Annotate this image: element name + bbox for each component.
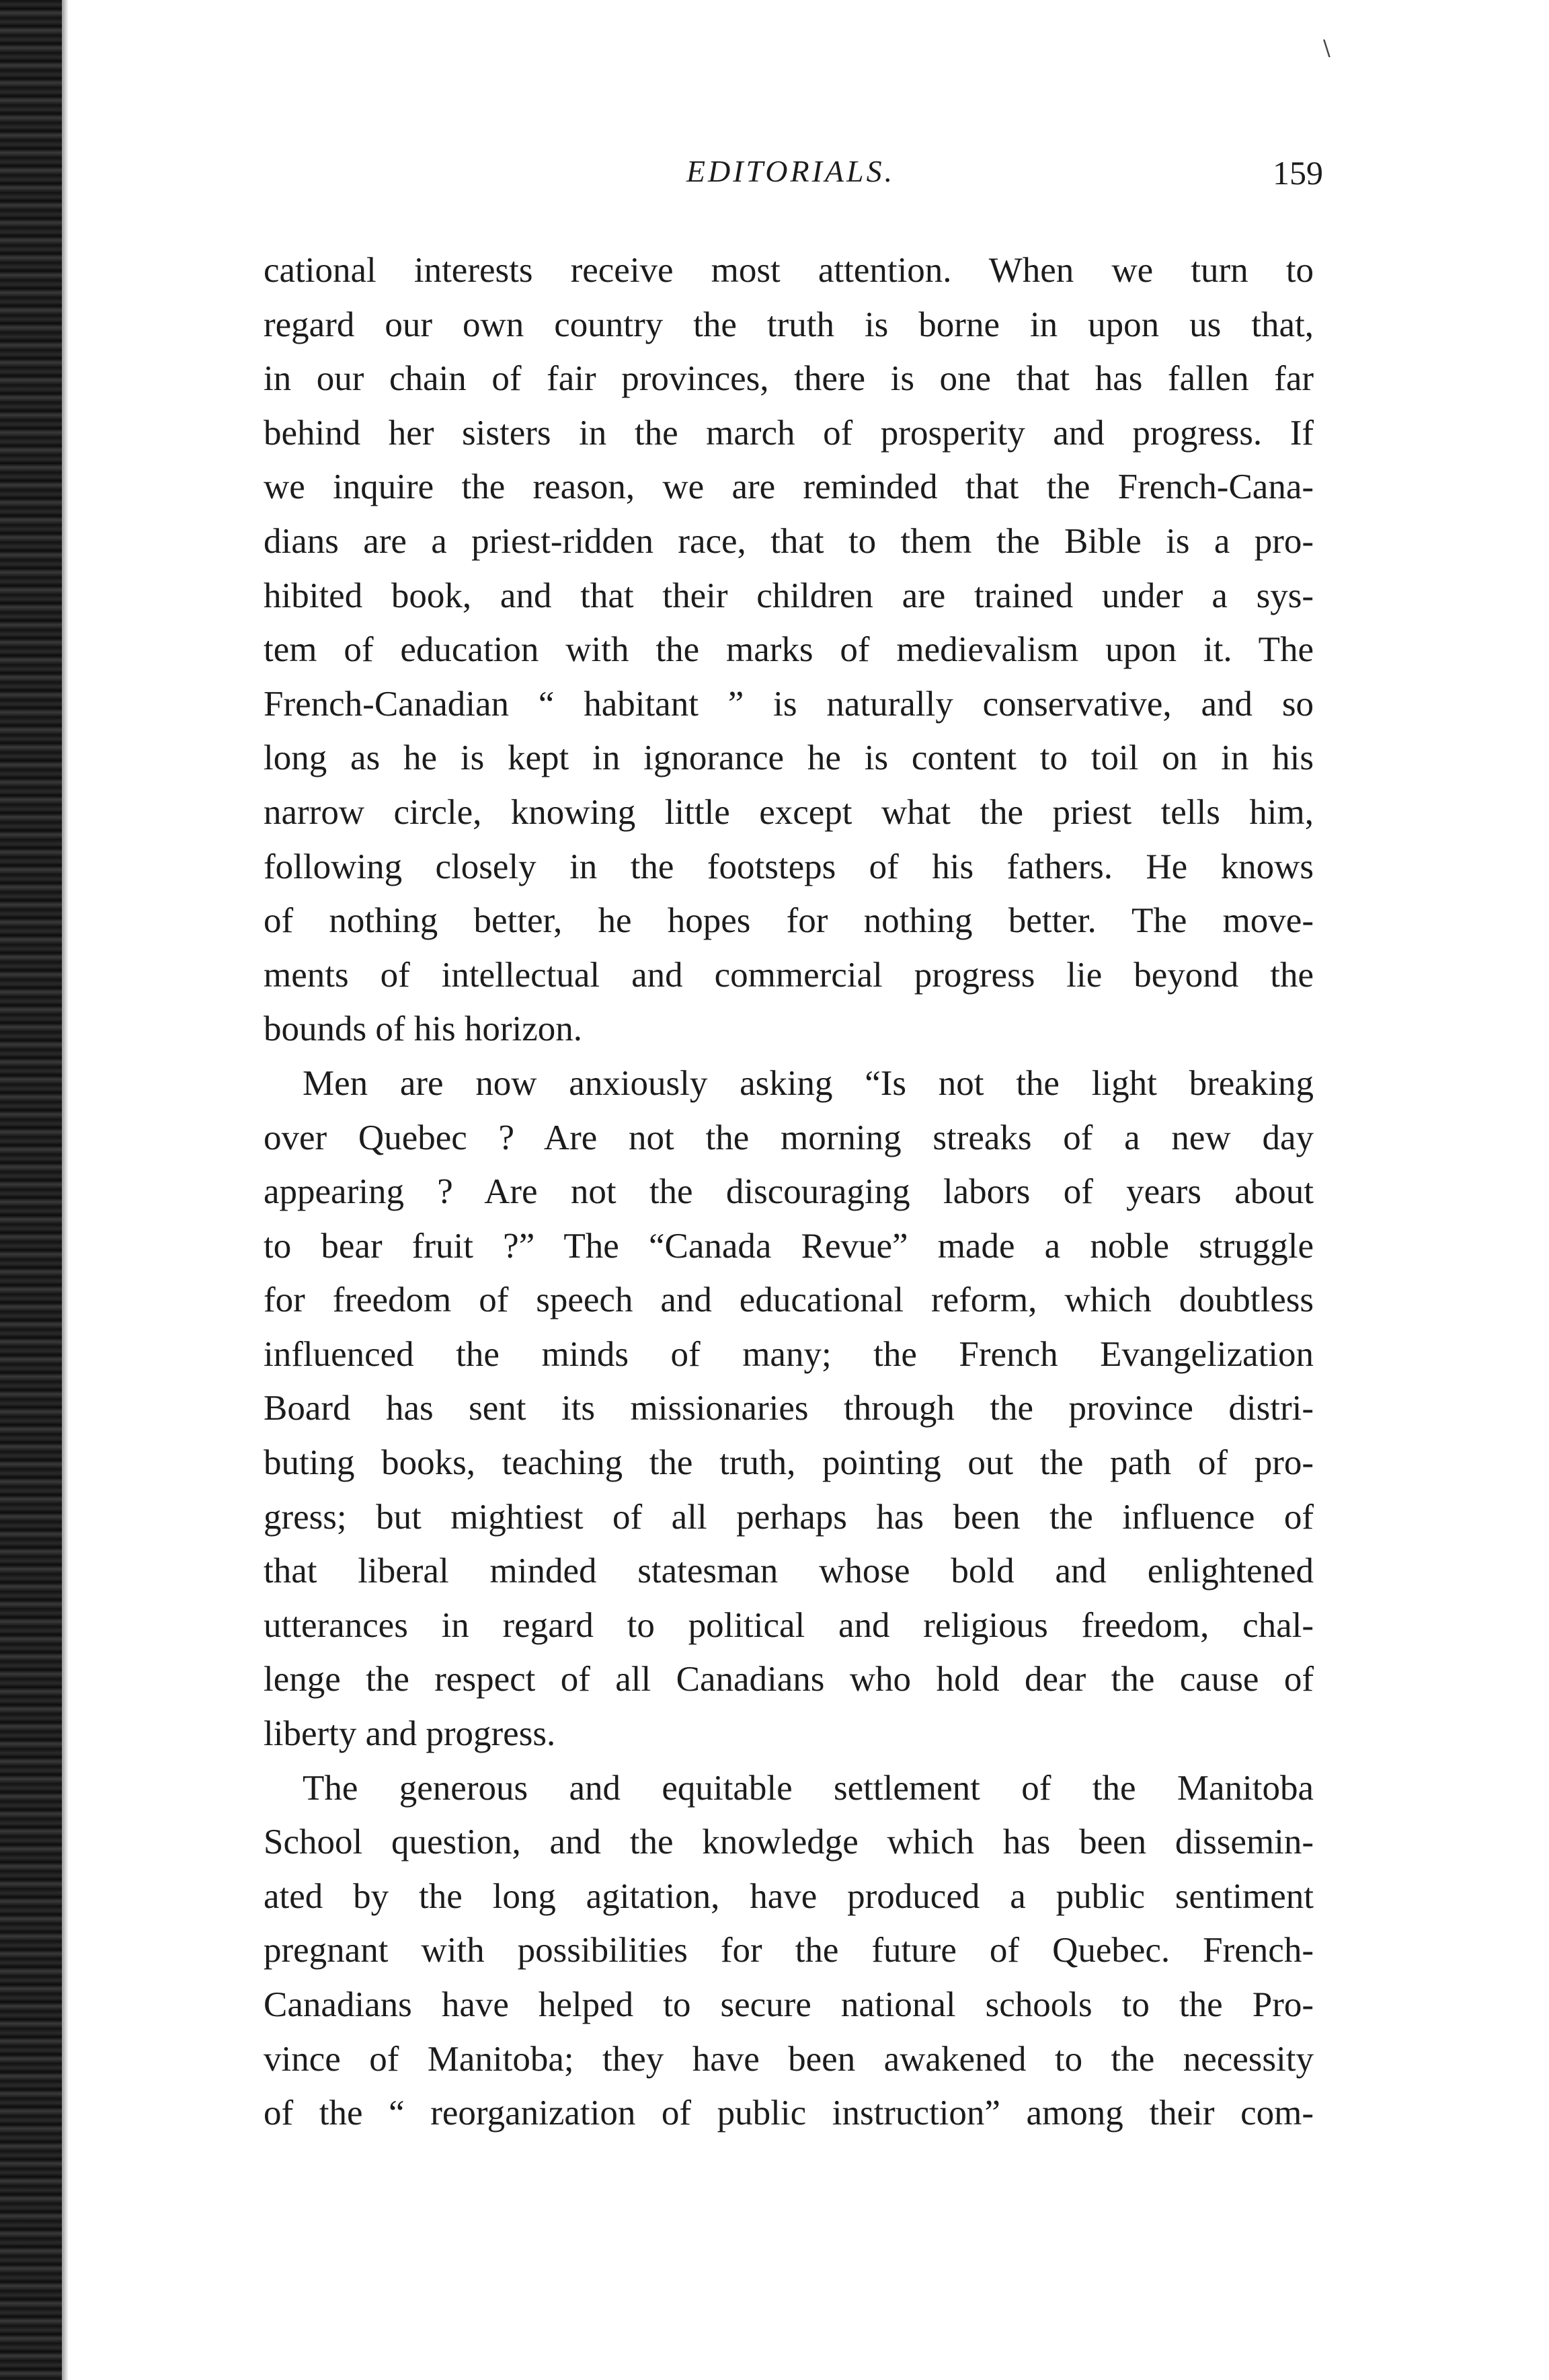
text-line: for freedom of speech and educational reform, which doubtless — [264, 1280, 1314, 1320]
text-line: we inquire the reason, we are reminded that the French-Cana- — [264, 467, 1314, 507]
text-line: vince of Manitoba; they have been awakened to the necessity — [264, 2039, 1314, 2079]
running-title: EDITORIALS. — [686, 154, 896, 188]
text-line: hibited book, and that their children are trained under a sys- — [264, 576, 1314, 615]
corner-mark: \ — [1323, 35, 1330, 61]
page-number: 159 — [1273, 154, 1323, 192]
text-line: following closely in the footsteps of his fathers. He knows — [264, 847, 1314, 886]
paragraph — [264, 1057, 1314, 1761]
text-line: pregnant with possibilities for the future of Quebec. French- — [264, 1931, 1314, 1970]
text-line: utterances in regard to political and religious freedom, chal- — [264, 1605, 1314, 1645]
text-line: behind her sisters in the march of prosperity and progress. If — [264, 413, 1314, 453]
paragraph — [264, 243, 1314, 1057]
text-line: Men are now anxiously asking “Is not the light breaking — [303, 1063, 1314, 1103]
text-line: Board has sent its missionaries through the province distri- — [264, 1389, 1314, 1428]
text-line: cational interests receive most attention. When we turn to — [264, 251, 1314, 290]
text-line: over Quebec ? Are not the morning streaks of a new day — [264, 1118, 1314, 1157]
text-line: of the “ reorganization of public instruction” among their com- — [264, 2094, 1314, 2133]
paragraph — [264, 1761, 1314, 2141]
text-line: lenge the respect of all Canadians who hold dear the cause of — [264, 1660, 1314, 1699]
text-line: appearing ? Are not the discouraging labors of years about — [264, 1172, 1314, 1212]
text-line: to bear fruit ?” The “Canada Revue” made a noble struggle — [264, 1226, 1314, 1266]
text-line: that liberal minded statesman whose bold and enlightened — [264, 1551, 1314, 1591]
text-line: School question, and the knowledge which has been dissemin- — [264, 1822, 1314, 1862]
text-line: The generous and equitable settlement of the Manitoba — [303, 1768, 1314, 1808]
running-head — [258, 153, 1323, 200]
text-line: gress; but mightiest of all perhaps has been the influence of — [264, 1497, 1314, 1537]
text-line: buting books, teaching the truth, pointing out the path of pro- — [264, 1443, 1314, 1483]
text-line: long as he is kept in ignorance he is content to toil on in his — [264, 738, 1314, 778]
text-line: tem of education with the marks of medievalism upon it. The — [264, 630, 1314, 670]
text-line: dians are a priest-ridden race, that to them the Bible is a pro- — [264, 521, 1314, 561]
text-line: French-Canadian “ habitant ” is naturally conservative, and so — [264, 684, 1314, 724]
binding-edge — [0, 0, 62, 2380]
text-line: in our chain of fair provinces, there is one that has fallen far — [264, 359, 1314, 399]
text-line: liberty and progress. — [264, 1714, 556, 1754]
text-line: narrow circle, knowing little except what the priest tells him, — [264, 792, 1314, 832]
text-block — [264, 243, 1314, 2141]
text-line: regard our own country the truth is borne in upon us that, — [264, 305, 1314, 344]
text-line: ated by the long agitation, have produced a public sentiment — [264, 1876, 1314, 1916]
text-line: bounds of his horizon. — [264, 1009, 583, 1049]
text-line: influenced the minds of many; the French Evangelization — [264, 1334, 1314, 1374]
text-line: ments of intellectual and commercial progress lie beyond the — [264, 955, 1314, 995]
text-line: Canadians have helped to secure national schools to the Pro- — [264, 1985, 1314, 2024]
text-line: of nothing better, he hopes for nothing better. The move- — [264, 901, 1314, 941]
